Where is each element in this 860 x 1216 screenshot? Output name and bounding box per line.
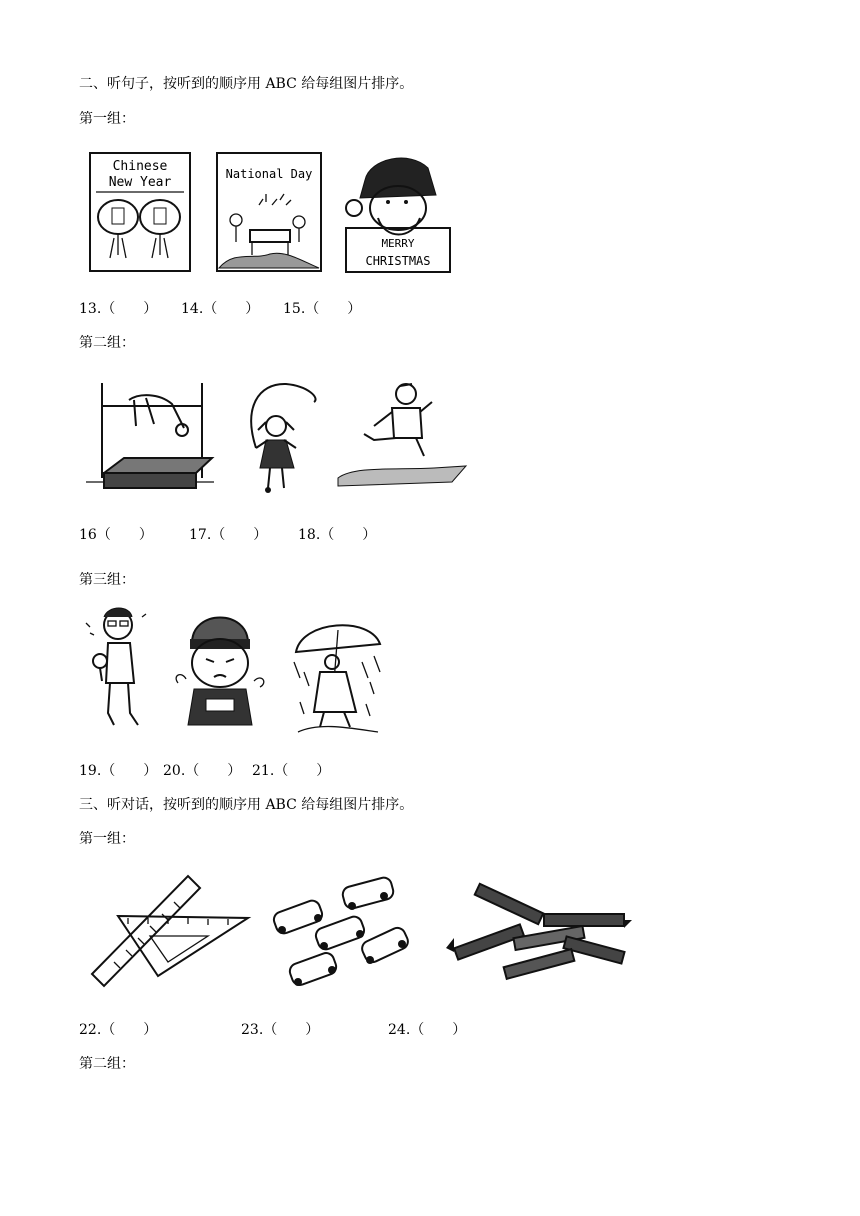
national-day-picture [214, 150, 326, 275]
answer-24[interactable]: 24.（ ） [388, 1022, 467, 1038]
rainy-weather-picture [290, 612, 385, 737]
section3-group2-label: 第二组： [79, 1056, 135, 1072]
answer-13[interactable]: 13.（ ） [79, 301, 158, 317]
answer-17[interactable]: 17.（ ） [189, 527, 268, 543]
new-year-text: New Year [108, 175, 172, 190]
answer-20[interactable]: 20.（ ） [163, 763, 242, 779]
ruler-picture [88, 866, 253, 986]
jump-rope-picture [238, 378, 323, 498]
answer-14[interactable]: 14.（ ） [181, 301, 260, 317]
high-jump-picture [84, 378, 216, 498]
answer-21[interactable]: 21.（ ） [252, 763, 331, 779]
chinese-text: Chinese [112, 159, 168, 174]
group1-label: 第一组： [79, 111, 135, 127]
answer-23[interactable]: 23.（ ） [241, 1022, 320, 1038]
answer-15[interactable]: 15.（ ） [283, 301, 362, 317]
section3-heading: 三、听对话，按听到的顺序用 ABC 给每组图片排序。 [79, 797, 414, 813]
section2-heading: 二、听句子，按听到的顺序用 ABC 给每组图片排序。 [79, 76, 414, 92]
chinese-new-year-picture [86, 150, 196, 275]
crayons-picture [444, 888, 634, 988]
answer-19[interactable]: 19.（ ） [79, 763, 158, 779]
hot-weather-picture [80, 603, 160, 738]
christmas-picture [340, 150, 455, 275]
section3-group1-label: 第一组： [79, 831, 135, 847]
christmas-text: CHRISTMAS [365, 254, 431, 268]
national-day-text: National Day [225, 167, 313, 181]
toy-cars-picture [268, 872, 418, 1002]
merry-text: MERRY [381, 237, 415, 250]
group3-label: 第三组： [79, 572, 135, 588]
cold-weather-picture [170, 603, 270, 733]
long-jump-picture [334, 378, 469, 493]
answer-22[interactable]: 22.（ ） [79, 1022, 158, 1038]
answer-16[interactable]: 16（ ） [79, 527, 153, 543]
answer-18[interactable]: 18.（ ） [298, 527, 377, 543]
group2-label: 第二组： [79, 335, 135, 351]
